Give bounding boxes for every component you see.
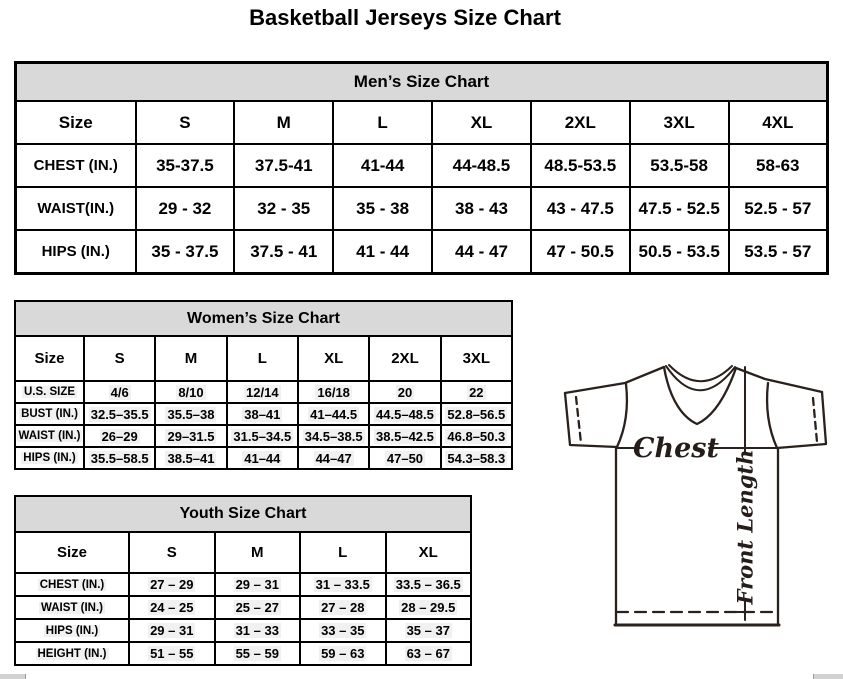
size-cell: 38–41 bbox=[227, 403, 298, 425]
womens-column-header-row bbox=[15, 336, 512, 381]
size-cell: 8/10 bbox=[155, 381, 226, 403]
size-cell: 41-44 bbox=[333, 144, 432, 187]
left-sleeve-outline bbox=[565, 393, 617, 447]
size-cell: 35 - 37.5 bbox=[136, 230, 235, 274]
size-cell: 33 – 35 bbox=[300, 619, 386, 642]
youth-col-l: L bbox=[300, 532, 386, 573]
row-label: BUST (IN.) bbox=[15, 403, 84, 425]
youth-size-table bbox=[14, 495, 472, 666]
womens-size-table bbox=[14, 300, 513, 470]
youth-height-row bbox=[15, 642, 471, 665]
size-cell: 38.5–41 bbox=[155, 447, 226, 469]
chest-label: Chest bbox=[633, 433, 719, 464]
size-cell: 25 – 27 bbox=[215, 596, 301, 619]
row-label: CHEST (IN.) bbox=[15, 573, 129, 596]
row-label: CHEST (IN.) bbox=[16, 144, 136, 187]
row-label: HIPS (IN.) bbox=[15, 447, 84, 469]
row-label: WAIST(IN.) bbox=[16, 187, 136, 230]
size-cell: 22 bbox=[441, 381, 512, 403]
right-shoulder-line bbox=[736, 368, 822, 392]
size-cell: 53.5 - 57 bbox=[729, 230, 828, 274]
size-cell: 44–47 bbox=[298, 447, 369, 469]
mens-col-s: S bbox=[136, 101, 235, 144]
size-cell: 27 – 28 bbox=[300, 596, 386, 619]
youth-table-title: Youth Size Chart bbox=[15, 496, 471, 532]
size-cell: 35.5–58.5 bbox=[84, 447, 155, 469]
womens-col-size: Size bbox=[15, 336, 84, 381]
front-length-label: Front Length bbox=[732, 449, 758, 605]
size-cell: 27 – 29 bbox=[129, 573, 215, 596]
size-cell: 33.5 – 36.5 bbox=[386, 573, 472, 596]
youth-column-header-row bbox=[15, 532, 471, 573]
womens-col-2xl: 2XL bbox=[369, 336, 440, 381]
size-cell: 47 - 50.5 bbox=[531, 230, 630, 274]
size-cell: 55 – 59 bbox=[215, 642, 301, 665]
size-cell: 35 – 37 bbox=[386, 619, 472, 642]
womens-table-title: Women’s Size Chart bbox=[15, 301, 512, 336]
left-sleeve-seam bbox=[617, 384, 627, 447]
womens-table-header-row bbox=[15, 301, 512, 336]
size-cell: 35-37.5 bbox=[136, 144, 235, 187]
mens-col-m: M bbox=[234, 101, 333, 144]
size-cell: 44 - 47 bbox=[432, 230, 531, 274]
right-sleeve-seam bbox=[767, 383, 777, 448]
size-cell: 34.5–38.5 bbox=[298, 425, 369, 447]
size-cell: 41–44 bbox=[227, 447, 298, 469]
mens-col-l: L bbox=[333, 101, 432, 144]
size-cell: 31 – 33 bbox=[215, 619, 301, 642]
horizontal-scrollbar-fragment-left[interactable] bbox=[0, 674, 26, 679]
size-cell: 35.5–38 bbox=[155, 403, 226, 425]
row-label: HIPS (IN.) bbox=[15, 619, 129, 642]
size-cell: 51 – 55 bbox=[129, 642, 215, 665]
size-cell: 50.5 - 53.5 bbox=[630, 230, 729, 274]
mens-col-size: Size bbox=[16, 101, 136, 144]
youth-chest-row bbox=[15, 573, 471, 596]
size-cell: 41–44.5 bbox=[298, 403, 369, 425]
row-label: U.S. SIZE bbox=[15, 381, 84, 403]
collar-mid-arc bbox=[666, 366, 735, 390]
row-label: WAIST (IN.) bbox=[15, 425, 84, 447]
size-cell: 20 bbox=[369, 381, 440, 403]
womens-hips-row bbox=[15, 447, 512, 469]
collar-vneck bbox=[664, 367, 736, 424]
size-cell: 41 - 44 bbox=[333, 230, 432, 274]
mens-size-table bbox=[14, 61, 829, 275]
size-cell: 29 - 32 bbox=[136, 187, 235, 230]
mens-chest-row bbox=[16, 144, 828, 187]
size-cell: 29–31.5 bbox=[155, 425, 226, 447]
size-cell: 52.8–56.5 bbox=[441, 403, 512, 425]
womens-bust-row bbox=[15, 403, 512, 425]
mens-col-xl: XL bbox=[432, 101, 531, 144]
page-title: Basketball Jerseys Size Chart bbox=[249, 5, 561, 30]
mens-table-title: Men’s Size Chart bbox=[16, 63, 828, 102]
youth-waist-row bbox=[15, 596, 471, 619]
collar-top-arc bbox=[669, 365, 732, 381]
size-cell: 38 - 43 bbox=[432, 187, 531, 230]
size-cell: 29 – 31 bbox=[129, 619, 215, 642]
womens-col-3xl: 3XL bbox=[441, 336, 512, 381]
youth-col-s: S bbox=[129, 532, 215, 573]
size-cell: 47.5 - 52.5 bbox=[630, 187, 729, 230]
mens-col-3xl: 3XL bbox=[630, 101, 729, 144]
size-cell: 48.5-53.5 bbox=[531, 144, 630, 187]
size-cell: 24 – 25 bbox=[129, 596, 215, 619]
womens-col-m: M bbox=[155, 336, 226, 381]
youth-table-header-row bbox=[15, 496, 471, 532]
youth-col-size: Size bbox=[15, 532, 129, 573]
size-cell: 12/14 bbox=[227, 381, 298, 403]
size-cell: 32.5–35.5 bbox=[84, 403, 155, 425]
size-cell: 32 - 35 bbox=[234, 187, 333, 230]
size-cell: 35 - 38 bbox=[333, 187, 432, 230]
left-shoulder-line bbox=[565, 367, 664, 393]
mens-column-header-row bbox=[16, 101, 828, 144]
size-cell: 31.5–34.5 bbox=[227, 425, 298, 447]
mens-col-2xl: 2XL bbox=[531, 101, 630, 144]
womens-col-xl: XL bbox=[298, 336, 369, 381]
size-cell: 38.5–42.5 bbox=[369, 425, 440, 447]
size-cell: 43 - 47.5 bbox=[531, 187, 630, 230]
horizontal-scrollbar-fragment-right[interactable] bbox=[813, 674, 843, 679]
size-cell: 47–50 bbox=[369, 447, 440, 469]
jersey-measurement-diagram bbox=[552, 357, 842, 632]
size-cell: 4/6 bbox=[84, 381, 155, 403]
size-cell: 54.3–58.3 bbox=[441, 447, 512, 469]
right-cuff-dashed-line bbox=[813, 398, 817, 442]
size-cell: 31 – 33.5 bbox=[300, 573, 386, 596]
youth-col-m: M bbox=[215, 532, 301, 573]
womens-col-l: L bbox=[227, 336, 298, 381]
size-cell: 53.5-58 bbox=[630, 144, 729, 187]
womens-col-s: S bbox=[84, 336, 155, 381]
size-cell: 26–29 bbox=[84, 425, 155, 447]
size-cell: 58-63 bbox=[729, 144, 828, 187]
size-cell: 63 – 67 bbox=[386, 642, 472, 665]
size-cell: 37.5 - 41 bbox=[234, 230, 333, 274]
mens-table-header-row bbox=[16, 63, 828, 102]
youth-col-xl: XL bbox=[386, 532, 472, 573]
right-sleeve-outline bbox=[777, 392, 826, 448]
size-cell: 46.8–50.3 bbox=[441, 425, 512, 447]
size-cell: 37.5-41 bbox=[234, 144, 333, 187]
left-cuff-dashed-line bbox=[576, 397, 581, 443]
mens-hips-row bbox=[16, 230, 828, 274]
mens-waist-row bbox=[16, 187, 828, 230]
size-cell: 44.5–48.5 bbox=[369, 403, 440, 425]
size-cell: 29 – 31 bbox=[215, 573, 301, 596]
size-cell: 59 – 63 bbox=[300, 642, 386, 665]
mens-col-4xl: 4XL bbox=[729, 101, 828, 144]
row-label: HEIGHT (IN.) bbox=[15, 642, 129, 665]
size-cell: 52.5 - 57 bbox=[729, 187, 828, 230]
size-cell: 44-48.5 bbox=[432, 144, 531, 187]
size-cell: 16/18 bbox=[298, 381, 369, 403]
row-label: WAIST (IN.) bbox=[15, 596, 129, 619]
youth-hips-row bbox=[15, 619, 471, 642]
womens-waist-row bbox=[15, 425, 512, 447]
size-cell: 28 – 29.5 bbox=[386, 596, 472, 619]
row-label: HIPS (IN.) bbox=[16, 230, 136, 274]
womens-ussize-row bbox=[15, 381, 512, 403]
